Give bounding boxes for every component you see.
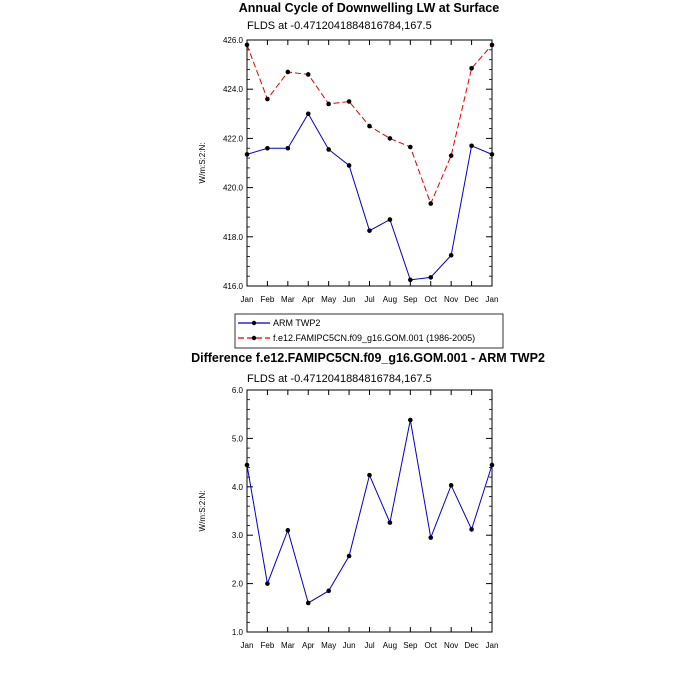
bottom-chart — [191, 351, 545, 650]
top-series-1-point — [469, 66, 474, 71]
top-x-tick-label: Jun — [342, 295, 356, 304]
bottom-x-tick-label: Dec — [464, 641, 479, 650]
top-x-tick-label: Nov — [444, 295, 459, 304]
bottom-series-0-point — [367, 473, 372, 478]
top-series-1-point — [326, 102, 331, 107]
bottom-series-0-point — [286, 528, 291, 533]
top-series-1-point — [408, 145, 413, 150]
top-series-line-0 — [247, 114, 492, 280]
top-x-tick-label: May — [321, 295, 337, 304]
top-x-tick-label: Aug — [382, 295, 398, 304]
top-x-tick-label: Oct — [424, 295, 437, 304]
bottom-y-tick-label: 1.0 — [231, 628, 243, 637]
bottom-series-line-0 — [247, 420, 492, 603]
top-series-0-point — [428, 275, 433, 280]
legend — [235, 314, 503, 348]
bottom-x-tick-label: Nov — [444, 641, 459, 650]
bottom-x-tick-label: Jan — [485, 641, 499, 650]
bottom-series-0-point — [347, 554, 352, 559]
bottom-y-tick-label: 3.0 — [231, 531, 243, 541]
top-series-0-point — [265, 146, 270, 151]
top-y-tick-label: 426.0 — [222, 36, 243, 45]
bottom-y-tick-label: 5.0 — [231, 434, 243, 444]
bottom-y-tick-label: 6.0 — [231, 386, 243, 395]
bottom-series-0-point — [265, 581, 270, 586]
top-series-0-point — [408, 278, 413, 283]
bottom-x-tick-label: Feb — [260, 641, 275, 650]
bottom-x-tick-label: Jul — [364, 641, 375, 650]
top-series-0-point — [490, 152, 495, 157]
top-y-tick-label: 416.0 — [222, 282, 243, 291]
bottom-x-tick-label: Aug — [382, 641, 398, 650]
top-x-tick-label: Apr — [302, 295, 315, 304]
top-x-tick-label: Sep — [403, 295, 418, 304]
top-y-tick-label: 422.0 — [222, 134, 243, 144]
bottom-x-tick-label: Sep — [403, 641, 418, 650]
top-series-0-point — [286, 146, 291, 151]
top-x-tick-label: Jul — [364, 295, 375, 304]
bottom-series-0-point — [245, 463, 250, 468]
top-series-1-point — [490, 43, 495, 48]
top-y-tick-label: 418.0 — [222, 232, 243, 242]
top-series-0-point — [367, 228, 372, 233]
top-series-0-point — [326, 147, 331, 152]
legend-marker-model — [252, 336, 256, 340]
bottom-x-tick-label: May — [321, 641, 337, 650]
bottom-series-0-point — [490, 463, 495, 468]
top-series-0-point — [449, 253, 454, 258]
top-series-1-point — [428, 201, 433, 206]
top-chart-subtitle: FLDS at -0.4712041884816784,167.5 — [247, 20, 432, 32]
bottom-chart-y-axis-label: W/m:S:2:N: — [198, 490, 207, 532]
bottom-x-tick-label: Mar — [280, 641, 295, 650]
legend-label-arm-twp2: ARM TWP2 — [273, 318, 321, 328]
top-y-tick-label: 424.0 — [222, 85, 243, 95]
bottom-x-tick-label: Oct — [424, 641, 437, 650]
top-series-0-point — [245, 152, 250, 157]
bottom-chart-series — [245, 418, 495, 606]
bottom-series-0-point — [306, 601, 311, 606]
bottom-x-tick-label: Apr — [302, 641, 315, 650]
bottom-chart-ticks — [232, 386, 499, 650]
bottom-series-0-point — [388, 520, 393, 525]
bottom-series-0-point — [408, 418, 413, 423]
top-chart-y-axis-label: W/m:S:2:N: — [198, 142, 207, 184]
top-x-tick-label: Dec — [464, 295, 479, 304]
top-x-tick-label: Jan — [485, 295, 499, 304]
bottom-x-tick-label: Jun — [342, 641, 356, 650]
top-series-0-point — [388, 217, 393, 222]
legend-marker-arm-twp2 — [252, 321, 256, 325]
top-chart — [198, 1, 499, 304]
bottom-chart-title: Difference f.e12.FAMIPC5CN.f09_g16.GOM.001 - ARM TWP2 — [191, 351, 545, 365]
legend-label-model: f.e12.FAMIPC5CN.f09_g16.GOM.001 (1986-2005) — [273, 333, 476, 343]
bottom-chart-subtitle: FLDS at -0.4712041884816784,167.5 — [247, 373, 432, 385]
top-series-1-point — [306, 72, 311, 77]
top-series-1-point — [265, 97, 270, 102]
bottom-y-tick-label: 4.0 — [231, 482, 243, 492]
bottom-series-0-point — [326, 589, 331, 594]
top-series-1-point — [347, 99, 352, 104]
top-chart-title: Annual Cycle of Downwelling LW at Surface — [238, 1, 500, 15]
top-x-tick-label: Feb — [260, 295, 275, 304]
top-series-0-point — [347, 163, 352, 168]
top-series-1-point — [367, 124, 372, 129]
top-chart-series — [245, 43, 495, 283]
bottom-series-0-point — [449, 483, 454, 488]
top-x-tick-label: Jan — [240, 295, 254, 304]
top-y-tick-label: 420.0 — [222, 183, 243, 193]
top-chart-ticks — [223, 36, 498, 304]
top-series-0-point — [469, 143, 474, 148]
top-series-1-point — [286, 70, 291, 75]
bottom-y-tick-label: 2.0 — [231, 579, 243, 589]
top-series-0-point — [306, 112, 311, 117]
bottom-series-0-point — [469, 527, 474, 532]
bottom-x-tick-label: Jan — [240, 641, 254, 650]
top-x-tick-label: Mar — [280, 295, 295, 304]
bottom-series-0-point — [428, 535, 433, 540]
top-series-1-point — [449, 153, 454, 158]
top-series-1-point — [388, 136, 393, 141]
bottom-chart-plot-frame — [247, 390, 492, 632]
top-series-1-point — [245, 43, 250, 48]
